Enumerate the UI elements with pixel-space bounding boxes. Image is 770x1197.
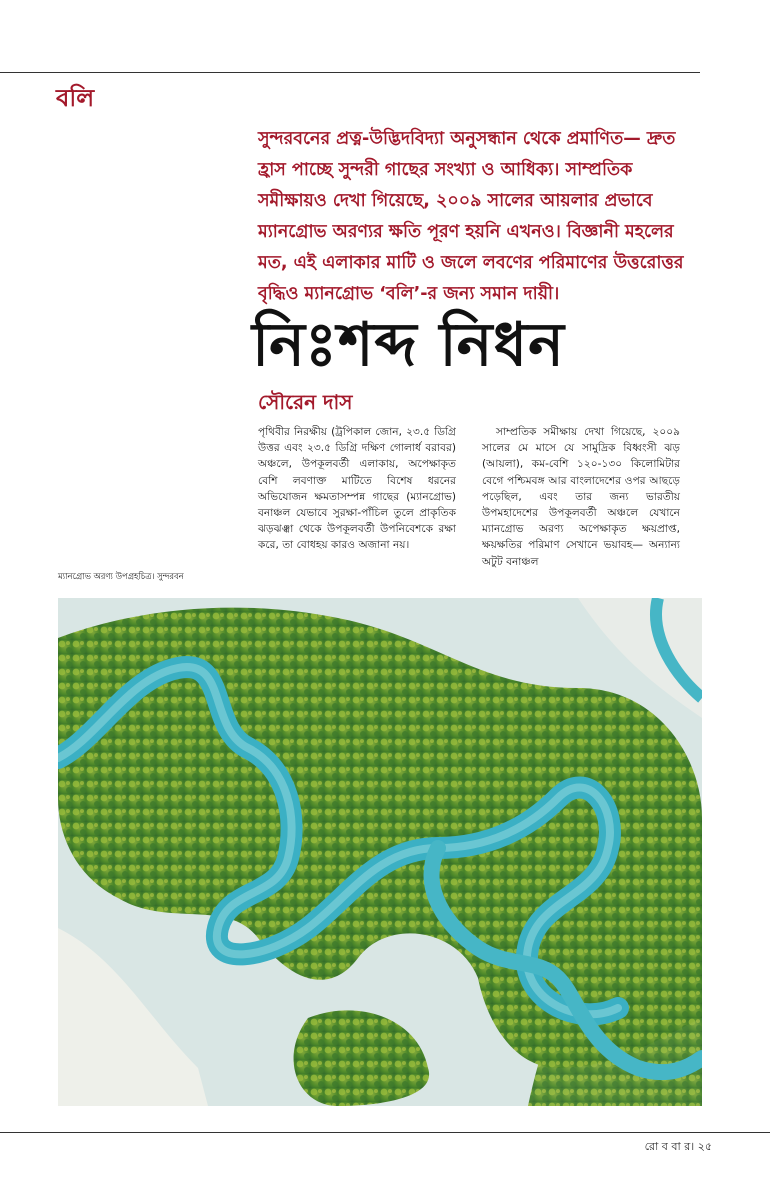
section-label: বলি — [56, 84, 95, 112]
mangrove-aerial-photo — [58, 598, 702, 1106]
top-rule — [0, 72, 700, 73]
bottom-rule — [0, 1132, 770, 1133]
byline: সৌরেন দাস — [258, 390, 353, 414]
body-column-1: পৃথিবীর নিরক্ষীয় (ট্রপিকাল জোন, ২৩.৫ ডিগ্রি উত্তর এবং ২৩.৫ ডিগ্রি দক্ষিণ গোলার্ধ বরাবর) অঞ্চলে, উপকূলবর্তী এলাকায়, অপেক্ষাকৃত বেশি লবণাক্ত মাটিতে বিশেষ ধরনের অভিযোজন ক্ষমতাসম্পন্ন গাছের (ম্যানগ্রোভ) বনাঞ্চল যেভাবে সুরক্ষা-পাঁচিল তুলে প্রাকৃতিক ঝড়ঝঞ্ঝা থেকে উপকূলবর্তী উপনিবেশকে রক্ষা করে, তা বোধহয় কারও অজানা নয়। — [258, 426, 456, 552]
body-column-2: সাম্প্রতিক সমীক্ষায় দেখা গিয়েছে, ২০০৯ সালের মে মাসে যে সামুদ্রিক বিধ্বংসী ঝড় (আয়লা), কম-বেশি ১২০-১৩০ কিলোমিটার বেগে পশ্চিমবঙ্গ আর বাংলাদেশের ওপর আছড়ে পড়েছিল, এবং তার জন্য ভারতীয় উপমহাদেশের উপকূলবর্তী অঞ্চলে যেখানে ম্যানগ্রোভ অরণ্য অপেক্ষাকৃত ক্ষয়প্রাপ্ত, ক্ষয়ক্ষতির পরিমাণ সেখানে ভয়াবহ— অন্যান্য অটুট বনাঞ্চল — [482, 426, 680, 568]
photo-caption: ম্যানগ্রোভ অরণ্য উপগ্রহচিত্র। সুন্দরবন — [58, 571, 184, 581]
headline: নিঃশব্দ নিধন — [252, 310, 565, 380]
page-folio: রো ব বা র। ২৫ — [644, 1140, 712, 1153]
mangrove-illustration — [58, 598, 702, 1106]
standfirst: সুন্দরবনের প্রত্ন-উদ্ভিদবিদ্যা অনুসন্ধান থেকে প্রমাণিত— দ্রুত হ্রাস পাচ্ছে সুন্দরী গাছের সংখ্যা ও আধিক্য। সাম্প্রতিক সমীক্ষায়ও দেখা গিয়েছে, ২০০৯ সালের আয়লার প্রভাবে ম্যানগ্রোভ অরণ্যর ক্ষতি পূরণ হয়নি এখনও। বিজ্ঞানী মহলের মত, এই এলাকার মাটি ও জলে লবণের পরিমাণের উত্তরোত্তর বৃদ্ধিও ম্যানগ্রোভ ‘বলি’-র জন্য সমান দায়ী। — [258, 129, 684, 304]
